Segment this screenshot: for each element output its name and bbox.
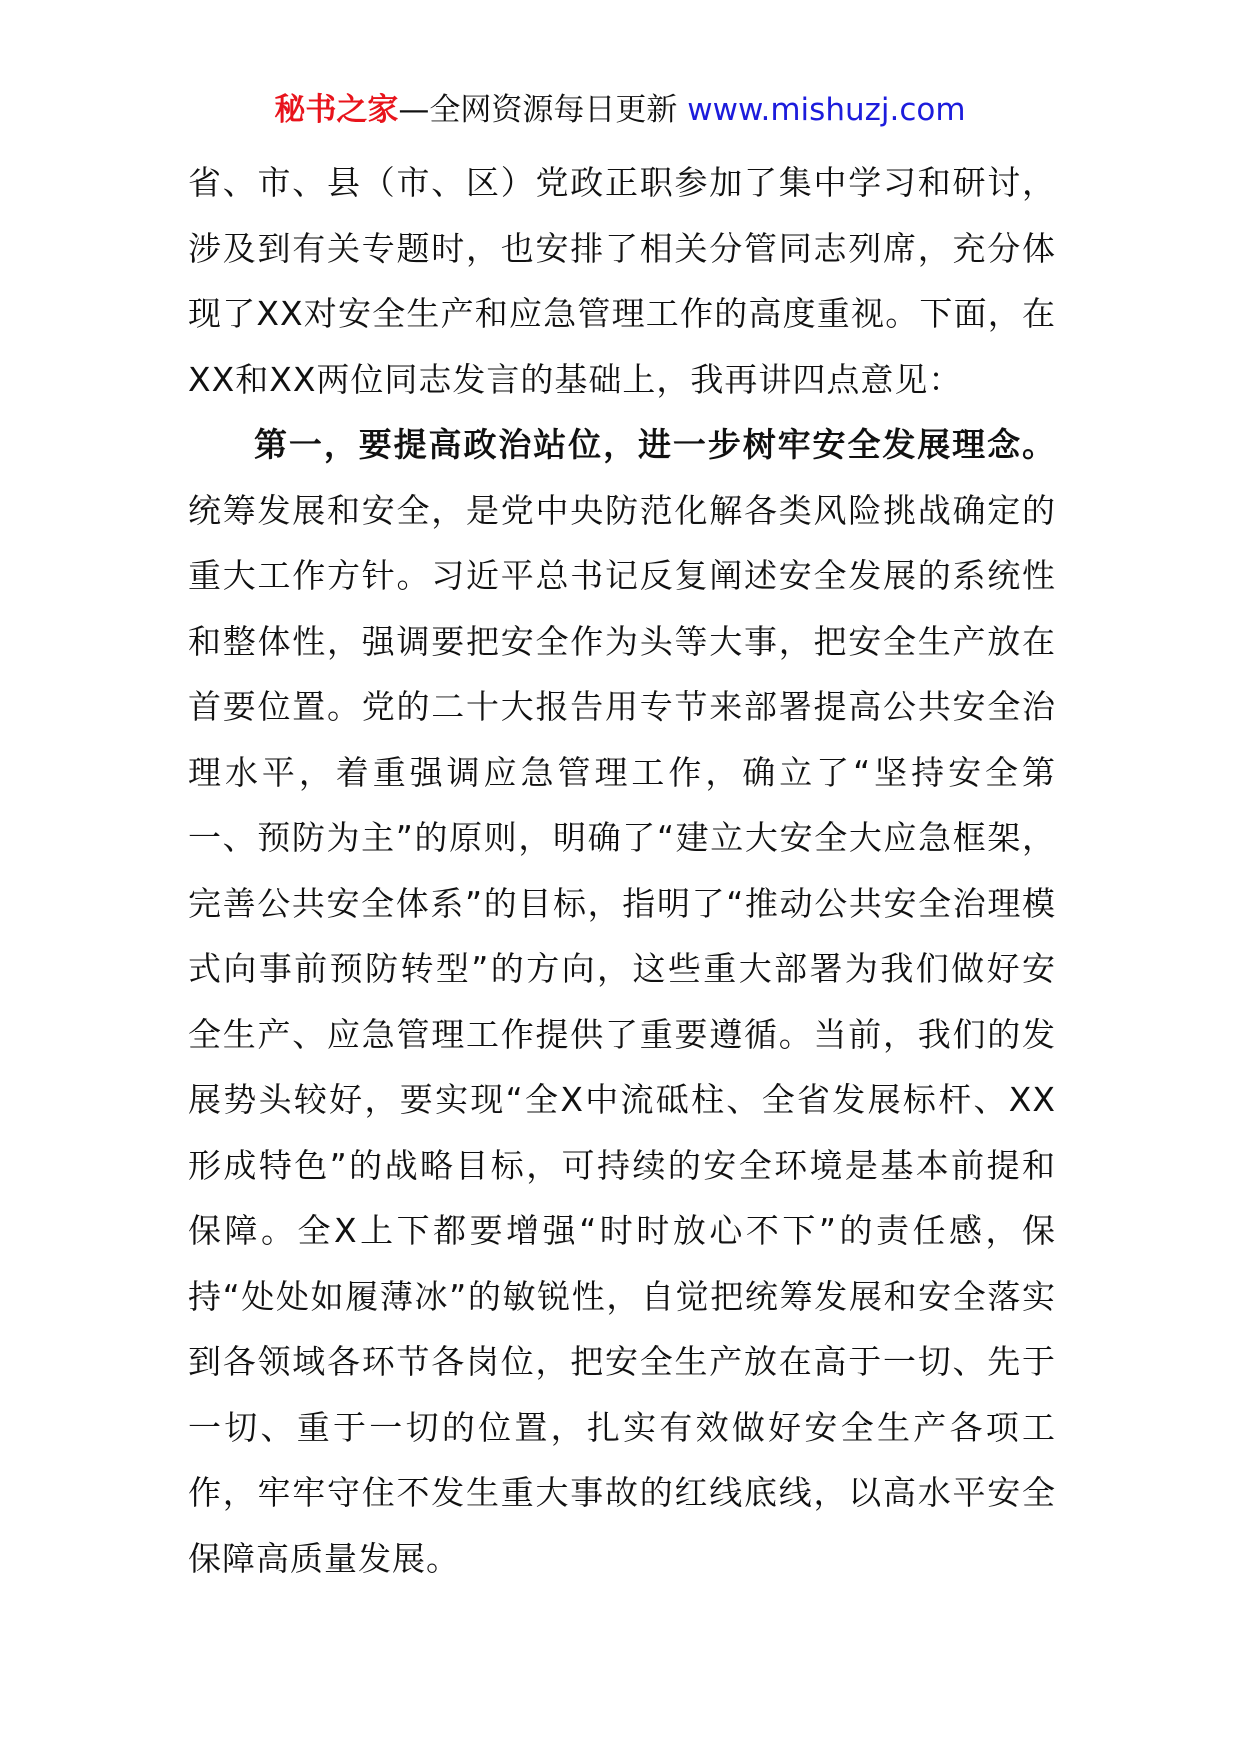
paragraph-point-one: [188, 412, 1056, 1591]
page-header: [0, 88, 1240, 132]
site-tagline: —全网资源每日更新: [398, 92, 688, 128]
site-brand: 秘书之家: [274, 92, 399, 128]
paragraph-intro: 省、市、县（市、区）党政正职参加了集中学习和研讨，涉及到有关专题时，也安排了相关分管同志列席，充分体现了XX对安全生产和应急管理工作的高度重视。下面，在XX和XX两位同志发言的基础上，我再讲四点意见：: [188, 163, 1056, 399]
site-url-link[interactable]: www.mishuzj.com: [687, 92, 966, 128]
paragraph-body: 统筹发展和安全，是党中央防范化解各类风险挑战确定的重大工作方针。习近平总书记反复阐述安全发展的系统性和整体性，强调要把安全作为头等大事，把安全生产放在首要位置。党的二十大报告用专节来部署提高公共安全治理水平，着重强调应急管理工作，确立了“坚持安全第一、预防为主”的原则，明确了“建立大安全大应急框架，完善公共安全体系”的目标，指明了“推动公共安全治理模式向事前预防转型”的方向，这些重大部署为我们做好安全生产、应急管理工作提供了重要遵循。当前，我们的发展势头较好，要实现“全X中流砥柱、全省发展标杆、XX形成特色”的战略目标，可持续的安全环境是基本前提和保障。全X上下都要增强“时时放心不下”的责任感，保持“处处如履薄冰”的敏锐性，自觉把统筹发展和安全落实到各领域各环节各岗位，把安全生产放在高于一切、先于一切、重于一切的位置，扎实有效做好安全生产各项工作，牢牢守住不发生重大事故的红线底线，以高水平安全保障高质量发展。: [188, 490, 1056, 1578]
paragraph-lead: 第一，要提高政治站位，进一步树牢安全发展理念。: [254, 425, 1056, 464]
document-body: [188, 150, 1056, 1591]
